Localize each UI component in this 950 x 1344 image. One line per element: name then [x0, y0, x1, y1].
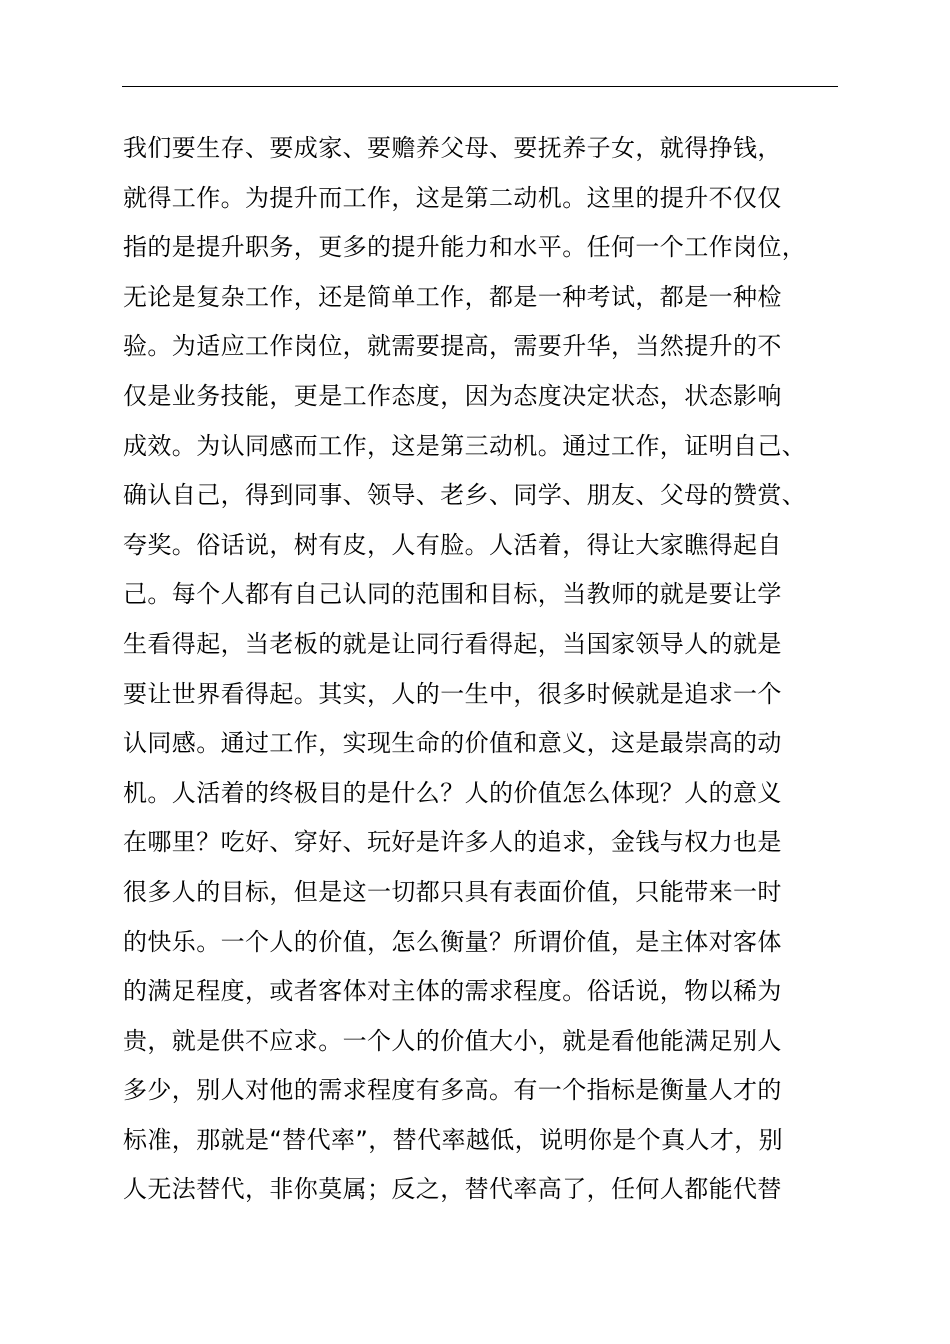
text-line: 无论是复杂工作，还是简单工作，都是一种考试，都是一种检 [123, 282, 782, 311]
text-line: 机。人活着的终极目的是什么？人的价值怎么体现？人的意义 [123, 778, 782, 807]
text-line: 验。为适应工作岗位，就需要提高，需要升华，当然提升的不 [123, 332, 782, 361]
text-line: 在哪里？吃好、穿好、玩好是许多人的追求，金钱与权力也是 [123, 828, 782, 857]
text-line: 就得工作。为提升而工作，这是第二动机。这里的提升不仅仅 [123, 183, 782, 212]
text-line: 指的是提升职务，更多的提升能力和水平。任何一个工作岗位， [123, 233, 807, 262]
text-line: 成效。为认同感而工作，这是第三动机。通过工作，证明自己、 [123, 431, 807, 460]
text-line: 人无法替代，非你莫属；反之，替代率高了，任何人都能代替 [123, 1175, 782, 1204]
text-line: 要让世界看得起。其实，人的一生中，很多时候就是追求一个 [123, 679, 782, 708]
text-line: 仅是业务技能，更是工作态度，因为态度决定状态，状态影响 [123, 381, 782, 410]
text-line: 的快乐。一个人的价值，怎么衡量？所谓价值，是主体对客体 [123, 927, 782, 956]
header-rule [122, 86, 838, 87]
text-line: 贵，就是供不应求。一个人的价值大小，就是看他能满足别人 [123, 1026, 782, 1055]
text-line: 很多人的目标，但是这一切都只具有表面价值，只能带来一时 [123, 877, 782, 906]
text-line: 生看得起，当老板的就是让同行看得起，当国家领导人的就是 [123, 629, 782, 658]
body-paragraph [123, 124, 863, 1215]
text-line: 的满足程度，或者客体对主体的需求程度。俗话说，物以稀为 [123, 977, 782, 1006]
text-line: 标准，那就是“替代率”，替代率越低，说明你是个真人才，别 [123, 1125, 784, 1154]
text-line: 己。每个人都有自己认同的范围和目标，当教师的就是要让学 [123, 580, 782, 609]
text-line: 我们要生存、要成家、要赡养父母、要抚养子女，就得挣钱， [123, 134, 782, 162]
text-line: 确认自己，得到同事、领导、老乡、同学、朋友、父母的赞赏、 [123, 481, 807, 510]
text-line: 夸奖。俗话说，树有皮，人有脸。人活着，得让大家瞧得起自 [123, 530, 782, 559]
text-line: 认同感。通过工作，实现生命的价值和意义，这是最崇高的动 [123, 729, 782, 758]
text-line: 多少，别人对他的需求程度有多高。有一个指标是衡量人才的 [123, 1076, 782, 1105]
